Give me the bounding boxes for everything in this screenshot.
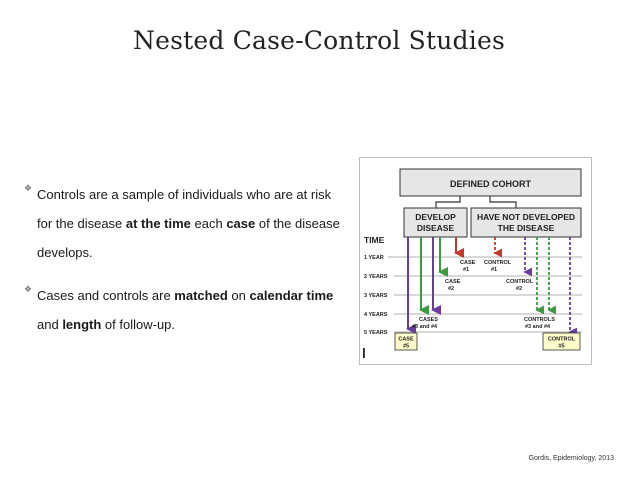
bullet-list <box>24 180 344 353</box>
time-row-label: 5 YEARS <box>364 330 388 336</box>
bullet-item <box>24 281 344 339</box>
control2-number: #2 <box>516 286 523 292</box>
control5-label: CONTROL <box>547 336 576 343</box>
text-run-bold: length <box>62 317 102 332</box>
text-run: each <box>190 216 227 231</box>
control1-label: CONTROL <box>484 260 512 266</box>
control2-label: CONTROL <box>506 279 534 285</box>
citation: Gordis, Epidemiology, 2013 <box>528 455 614 462</box>
controls34-label: CONTROLS <box>524 317 555 323</box>
develop-label-line2: DISEASE <box>416 223 455 233</box>
text-run: of follow-up. <box>101 317 176 332</box>
bullet-text <box>37 281 344 339</box>
nested-case-control-figure <box>359 157 592 365</box>
text-run: Controls are a sample of individuals who are at risk for the disease <box>37 187 332 231</box>
not-developed-label-line1: HAVE NOT DEVELOPED <box>476 212 576 222</box>
time-row-label: 2 YEARS <box>364 274 388 280</box>
time-row-label: 4 YEARS <box>364 312 388 318</box>
text-run: of the disease develops. <box>37 216 340 260</box>
connector-to-not-develop <box>490 196 516 208</box>
text-run-bold: matched <box>174 288 228 303</box>
nested-case-control-diagram <box>360 158 591 364</box>
figure-corner-mark <box>363 348 365 358</box>
bullet-text <box>37 180 344 267</box>
text-run-bold: case <box>226 216 256 231</box>
slide-title: Nested Case-Control Studies <box>133 26 505 55</box>
case1-number: #1 <box>463 267 470 273</box>
time-row-label: 3 YEARS <box>364 293 388 299</box>
connector-to-develop <box>436 196 460 208</box>
control1-number: #1 <box>491 267 498 273</box>
bullet-item <box>24 180 344 267</box>
text-run: Cases and controls are <box>37 288 175 303</box>
control5-number: #5 <box>558 343 565 350</box>
cases34-number: #3 and #4 <box>412 324 438 330</box>
defined-cohort-label: DEFINED COHORT <box>450 179 531 189</box>
controls34-number: #3 and #4 <box>525 324 551 330</box>
time-axis-label: TIME <box>364 235 385 245</box>
not-developed-label-line2: THE DISEASE <box>497 223 555 233</box>
case1-label: CASE <box>460 260 476 266</box>
text-run-bold: calendar time <box>249 288 334 303</box>
diamond-bullet-icon: ❖ <box>24 285 33 295</box>
case5-label: CASE <box>398 336 414 343</box>
diamond-bullet-icon: ❖ <box>24 184 33 194</box>
case2-number: #2 <box>448 286 455 292</box>
text-run: on <box>227 288 250 303</box>
cohort-connector <box>436 196 516 208</box>
cases34-label: CASES <box>419 317 438 323</box>
text-run-bold: at the time <box>125 216 191 231</box>
develop-label-line1: DEVELOP <box>415 212 456 222</box>
text-run: and <box>37 317 63 332</box>
case5-number: #5 <box>402 343 410 350</box>
time-row-label: 1 YEAR <box>364 255 384 261</box>
case2-label: CASE <box>445 279 461 285</box>
